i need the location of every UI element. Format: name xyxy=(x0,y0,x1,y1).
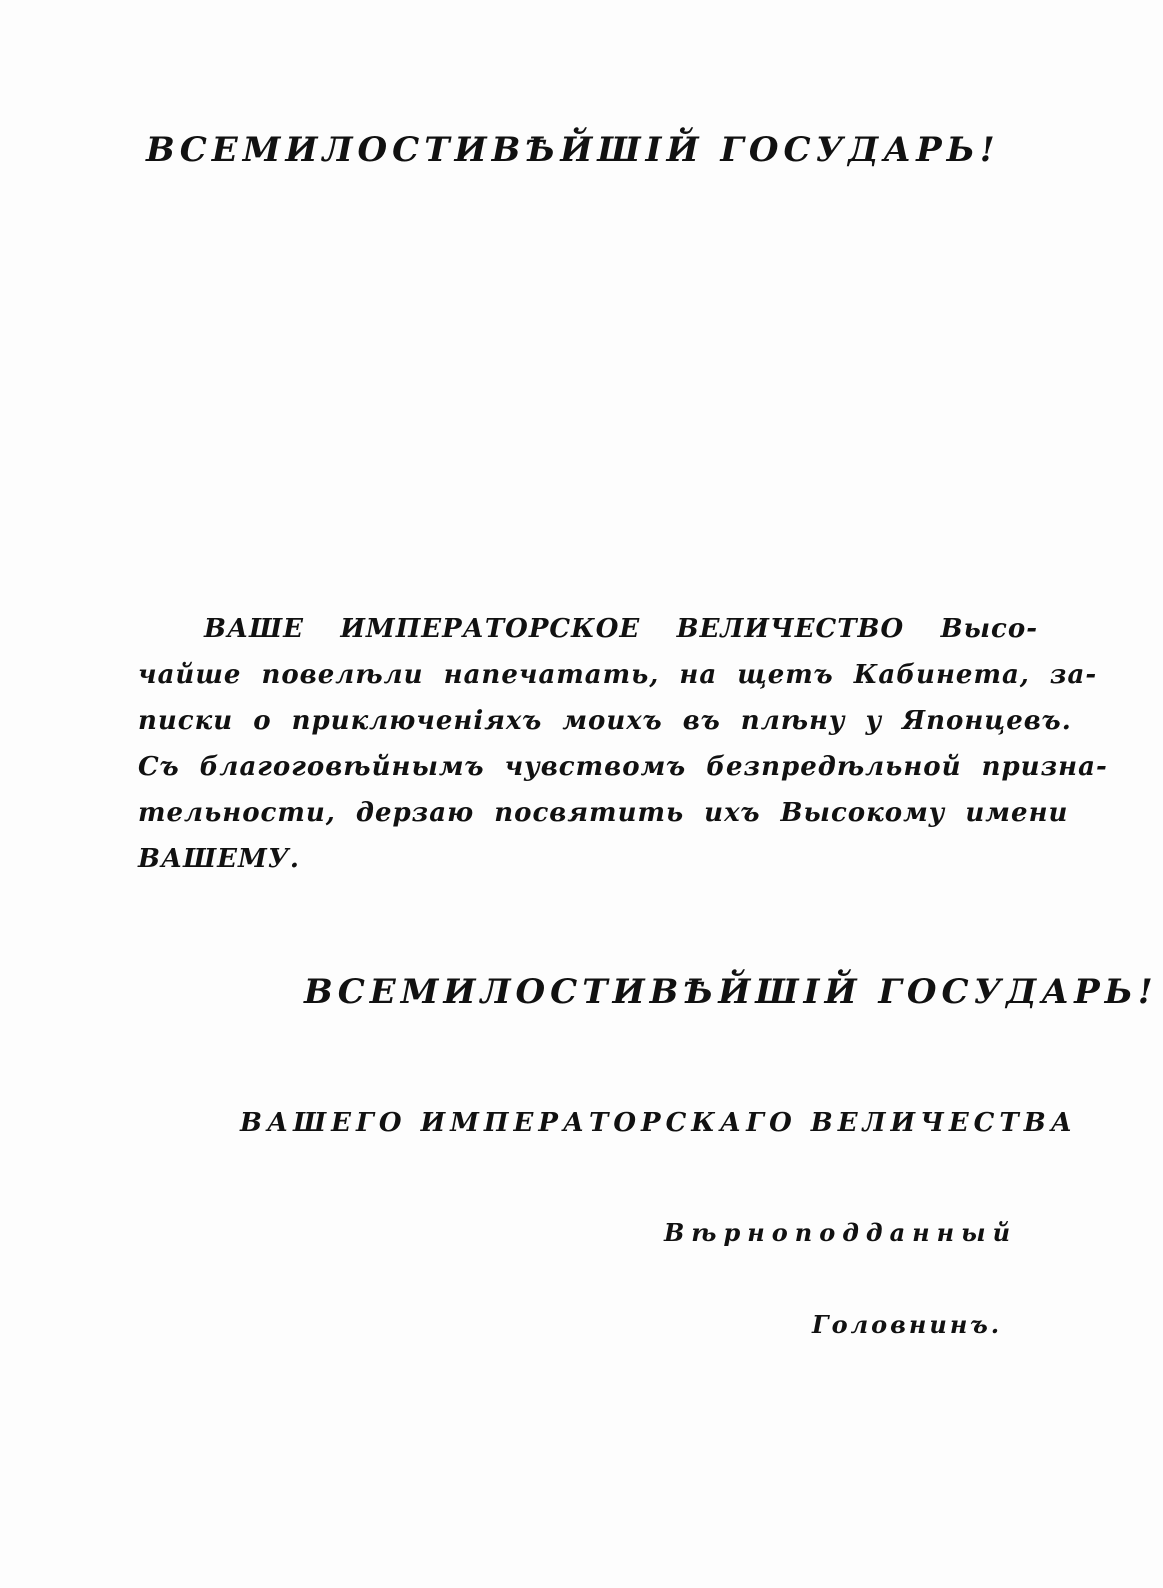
paragraph-line: Съ благоговѣйнымъ чувствомъ безпредѣльной призна- xyxy=(138,752,1108,782)
paragraph-line: писки о приключеніяхъ моихъ въ плѣну у Японцевъ. xyxy=(138,706,1072,736)
paragraph-line: ВАШЕМУ. xyxy=(138,844,300,874)
author-signature: Головнинъ. xyxy=(812,1310,1003,1339)
loyal-subject-line: Вѣрноподданный xyxy=(664,1218,1018,1247)
paragraph-line: тельности, дерзаю посвятить ихъ Высокому имени xyxy=(138,798,1069,828)
majesty-closing-line: ВАШЕГО ИМПЕРАТОРСКАГО ВЕЛИЧЕСТВА xyxy=(240,1108,1077,1138)
salutation-heading-top: ВСЕМИЛОСТИВѢЙШІЙ ГОСУДАРЬ! xyxy=(146,130,1000,170)
dedication-paragraph xyxy=(138,606,1108,882)
paragraph-line: чайше повелѣли напечатать, на щетъ Кабинета, за- xyxy=(138,660,1098,690)
paragraph-line: ВАШЕ ИМПЕРАТОРСКОЕ ВЕЛИЧЕСТВО Высо- xyxy=(204,614,1038,644)
salutation-heading-bottom: ВСЕМИЛОСТИВѢЙШІЙ ГОСУДАРЬ! xyxy=(304,972,1158,1012)
